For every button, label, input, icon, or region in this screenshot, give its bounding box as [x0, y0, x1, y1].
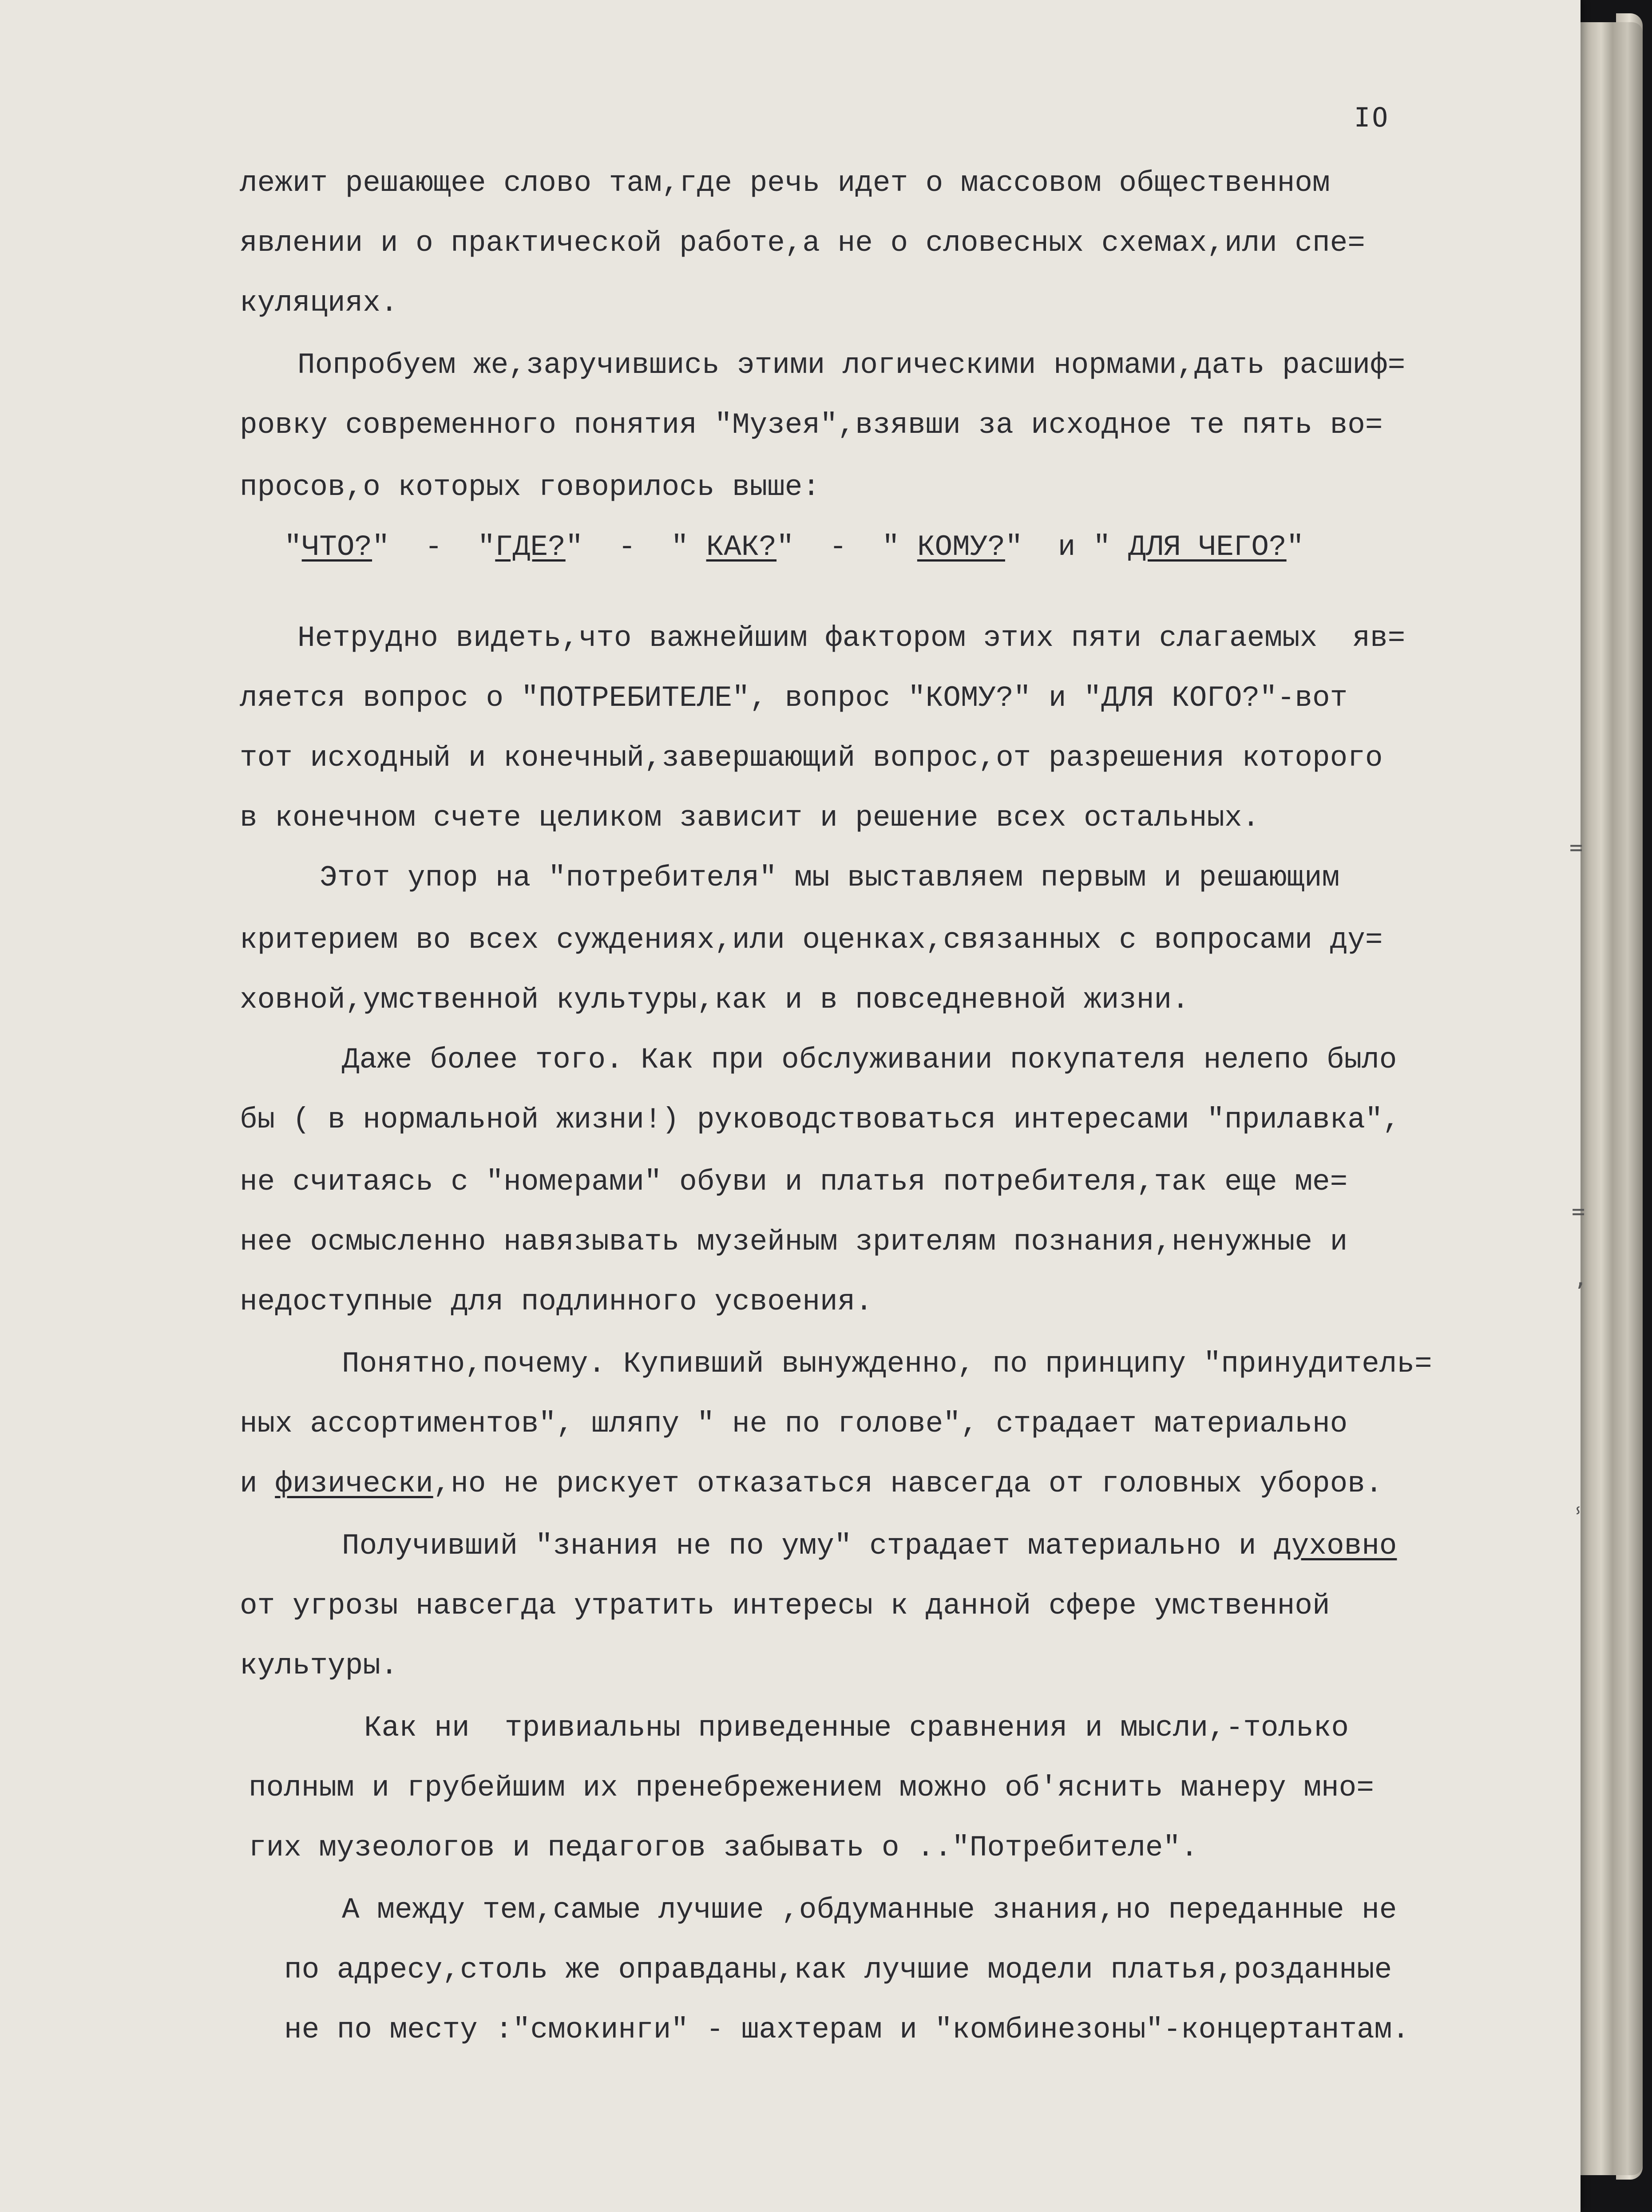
text-line: просов,о которых говорилось выше: [240, 471, 820, 504]
margin-mark: , [1574, 1265, 1588, 1291]
text-line: Даже более того. Как при обслуживании покупателя нелепо было [342, 1043, 1397, 1076]
question-how: КАК? [706, 530, 777, 564]
margin-mark: ⸯ [1572, 1508, 1585, 1534]
text-line: Этот упор на "потребителя" мы выставляем первым и решающим [320, 861, 1340, 894]
text-line: ляется вопрос о "ПОТРЕБИТЕЛЕ", вопрос "КОМУ?" и "ДЛЯ КОГО?"-вот [240, 681, 1348, 715]
question-what-for: ДЛЯ ЧЕГО? [1128, 530, 1287, 564]
page-number: IO [1354, 102, 1390, 133]
text-line: куляциях. [240, 286, 398, 320]
text-line: недоступные для подлинного усвоения. [240, 1285, 873, 1318]
text-line: Попробуем же,заручившись этими логическими нормами,дать расшиф= [297, 348, 1406, 382]
text-line: не по месту :"смокинги" - шахтерам и "комбинезоны"-концертантам. [284, 2013, 1410, 2046]
question-for-whom: КОМУ? [917, 530, 1005, 564]
text-line: нее осмысленно навязывать музейным зрителям познания,ненужные и [240, 1225, 1348, 1258]
text-line: полным и грубейшим их пренебрежением можно об'яснить манеру мно= [249, 1771, 1374, 1804]
text-line: бы ( в нормальной жизни!) руководствоваться интересами "прилавка", [240, 1103, 1401, 1136]
underlined-word: духовно [1274, 1529, 1397, 1563]
text-line: не считаясь с "номерами" обуви и платья потребителя,так еще ме= [240, 1165, 1348, 1199]
text-line: критерием во всех суждениях,или оценках,связанных с вопросами ду= [240, 923, 1383, 957]
text-line: в конечном счете целиком зависит и решение всех остальных. [240, 801, 1260, 835]
question-what: ЧТО? [301, 530, 372, 564]
text-line: гих музеологов и педагогов забывать о .."Потребителе". [249, 1831, 1198, 1864]
text-line: культуры. [240, 1649, 398, 1682]
text-line: и физически,но не рискует отказаться навсегда от головных уборов. [240, 1467, 1383, 1500]
text-line: явлении и о практической работе,а не о словесных схемах,или спе= [240, 226, 1365, 260]
text-line: от угрозы навсегда утратить интересы к данной сфере умственной [240, 1589, 1330, 1622]
text-line: Понятно,почему. Купивший вынужденно, по принципу "принудитель= [342, 1347, 1432, 1381]
margin-mark: = [1569, 835, 1583, 860]
text-line: Нетрудно видеть,что важнейшим фактором этих пяти слагаемых яв= [297, 621, 1406, 655]
text-line: по адресу,столь же оправданы,как лучшие модели платья,розданные [284, 1953, 1392, 1986]
question-where: ГДЕ? [495, 530, 566, 564]
questions-line: "ЧТО?" - "ГДЕ?" - " КАК?" - " КОМУ?" и " ДЛЯ ЧЕГО?" [284, 530, 1304, 564]
text-line: А между тем,самые лучшие ,обдуманные знания,но переданные не [342, 1893, 1397, 1927]
text-line: Как ни тривиальны приведенные сравнения и мысли,-только [364, 1711, 1349, 1745]
underlined-word: физически [275, 1467, 433, 1500]
text-line: ровку современного понятия "Музея",взявши за исходное те пять во= [240, 408, 1383, 442]
text-line: тот исходный и конечный,завершающий вопрос,от разрешения которого [240, 741, 1383, 775]
text-line: Получивший "знания не по уму" страдает материально и духовно [342, 1529, 1397, 1563]
margin-mark: = [1572, 1199, 1585, 1224]
text-line: лежит решающее слово там,где речь идет о массовом общественном [240, 166, 1330, 200]
text-line: ховной,умственной культуры,как и в повседневной жизни. [240, 983, 1189, 1017]
text-line: ных ассортиментов", шляпу " не по голове", страдает материально [240, 1407, 1348, 1440]
